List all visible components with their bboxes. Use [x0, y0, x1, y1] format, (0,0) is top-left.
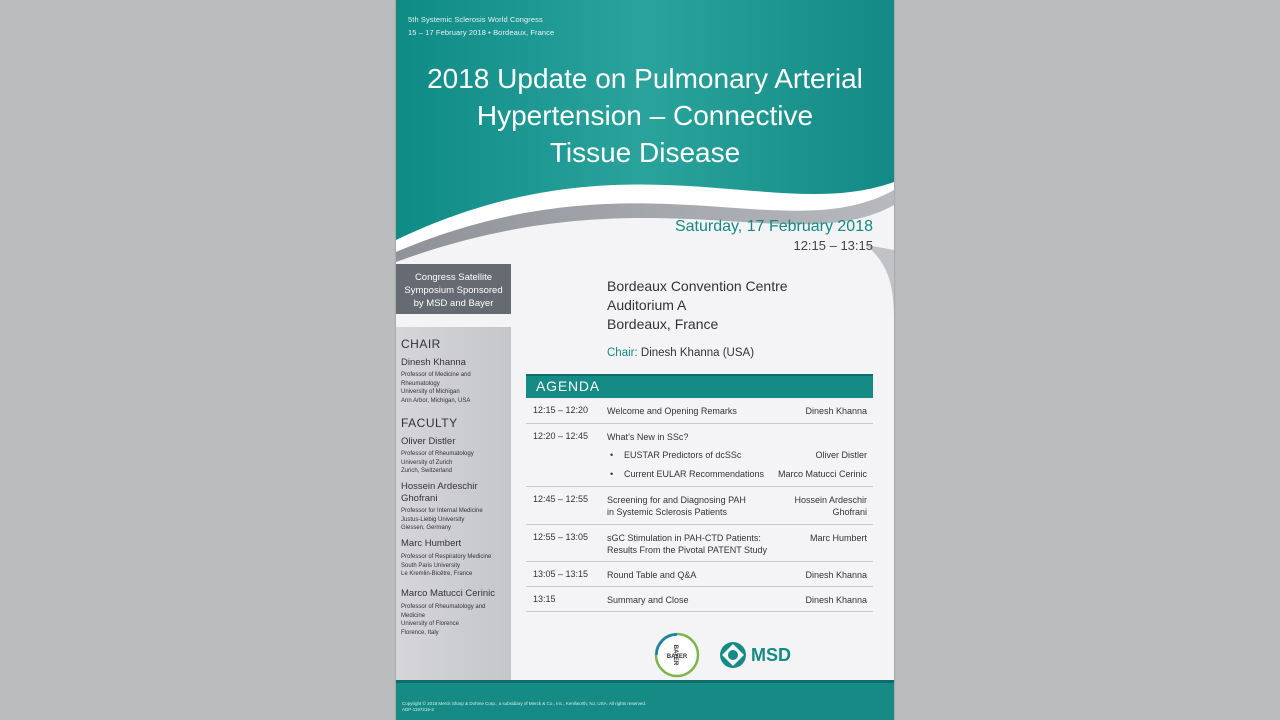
- title-line: Hypertension – Connective: [476, 100, 814, 131]
- agenda-row: [526, 587, 873, 612]
- agenda-topic: sGC Stimulation in PAH-CTD Patients: Results From the Pivotal PATENT Study: [607, 533, 768, 555]
- agenda-time: 13:05 – 13:15: [533, 569, 589, 579]
- faculty-name: Hossein Ardeschir Ghofrani: [401, 481, 478, 504]
- affiliation-line: Professor of Rheumatology: [401, 451, 474, 457]
- msd-logo-icon: [718, 640, 748, 670]
- msd-logo-text: MSD: [751, 645, 791, 665]
- page-title: [396, 60, 894, 171]
- affiliation-line: Medicine: [401, 612, 426, 619]
- agenda-subtopic: EUSTAR Predictors of dcSSc: [624, 450, 742, 460]
- bullet-icon: •: [610, 450, 614, 460]
- bullet-icon: •: [610, 469, 614, 479]
- agenda-topic: Summary and Close: [607, 595, 689, 605]
- affiliation-line: Justus-Liebig University: [401, 516, 465, 523]
- agenda-topic: What’s New in SSc?: [607, 432, 689, 442]
- bayer-logo-icon: [654, 632, 700, 678]
- agenda-subitem: [610, 469, 764, 479]
- sponsor-line: Congress Satellite: [414, 272, 493, 283]
- chair-name: Dinesh Khanna: [401, 357, 466, 368]
- congress-name: 5th Systemic Sclerosis World Congress: [408, 15, 543, 24]
- sponsor-line: by MSD and Bayer: [413, 298, 494, 309]
- svg-text:BAYER: BAYER: [672, 644, 678, 666]
- affiliation-line: Giessen, Germany: [401, 525, 452, 532]
- faculty-name: Marc Humbert: [401, 538, 462, 549]
- agenda-row: [526, 487, 873, 525]
- svg-text:BAYER: BAYER: [666, 654, 688, 660]
- affiliation-line: Professor of Rheumatology and: [401, 604, 486, 610]
- affiliation-line: Rheumatology: [401, 380, 440, 387]
- footer: [396, 680, 894, 720]
- event-time: 12:15 – 13:15: [793, 238, 873, 253]
- footer-divider: [396, 680, 894, 683]
- agenda-row: [526, 525, 873, 562]
- faculty-name: Oliver Distler: [401, 436, 456, 447]
- symposium-poster: [396, 0, 894, 720]
- footer-copyright: Copyright © 2018 Merck Sharp & Dohme Corp., a subsidiary of Merck & Co., Inc., Kenilworth, NJ, USA. All rights reserved.: [402, 701, 647, 706]
- agenda-time: 12:55 – 13:05: [533, 532, 589, 542]
- agenda-row: [526, 398, 873, 424]
- agenda-time: 13:15: [533, 594, 556, 604]
- event-date: Saturday, 17 February 2018: [674, 218, 873, 235]
- chair-label: Chair:: [607, 347, 638, 359]
- agenda-time: 12:45 – 12:55: [533, 494, 589, 504]
- agenda-speaker: Dinesh Khanna: [805, 406, 867, 416]
- agenda-speaker: Hossein Ardeschir Ghofrani: [794, 495, 867, 517]
- affiliation-line: Professor of Medicine and: [401, 372, 471, 378]
- chair-heading: CHAIR: [401, 337, 441, 351]
- faculty-heading: FACULTY: [401, 416, 458, 430]
- faculty-name: Marco Matucci Cerinic: [401, 588, 495, 599]
- faculty-affiliation: [401, 553, 511, 579]
- faculty-affiliation: [401, 507, 511, 533]
- agenda-table: [526, 398, 873, 612]
- affiliation-line: University of Florence: [401, 621, 460, 628]
- affiliation-line: Professor for Internal Medicine: [401, 508, 483, 514]
- faculty-affiliation: [401, 450, 511, 476]
- agenda-topic: Screening for and Diagnosing PAH in Systemic Sclerosis Patients: [607, 495, 746, 517]
- agenda-speaker: Marc Humbert: [809, 533, 867, 543]
- agenda-header: [526, 374, 873, 398]
- title-line: 2018 Update on Pulmonary Arterial: [427, 63, 863, 94]
- title-line: Tissue Disease: [549, 137, 741, 168]
- affiliation-line: University of Michigan: [401, 389, 460, 396]
- agenda-subtopic: Current EULAR Recommendations: [624, 469, 765, 479]
- faculty-affiliation: [401, 603, 511, 637]
- agenda-subitem: [610, 450, 741, 460]
- agenda-speaker: Dinesh Khanna: [805, 570, 867, 580]
- affiliation-line: Ann Arbor, Michigan, USA: [401, 397, 471, 404]
- agenda-subspeaker: Oliver Distler: [815, 450, 867, 460]
- footer-code: ADP-1197219-2: [402, 707, 434, 712]
- agenda-title: AGENDA: [536, 378, 600, 394]
- sponsor-line: Symposium Sponsored: [404, 285, 503, 296]
- agenda-time: 12:15 – 12:20: [533, 405, 589, 415]
- affiliation-line: Florence, Italy: [401, 629, 439, 636]
- congress-date-location: 15 – 17 February 2018 • Bordeaux, France: [408, 28, 555, 37]
- chair-affiliation: [401, 371, 511, 405]
- venue-line: Auditorium A: [607, 297, 687, 313]
- agenda-topic: Round Table and Q&A: [607, 570, 697, 580]
- agenda-topic: Welcome and Opening Remarks: [607, 406, 737, 416]
- venue-line: Bordeaux Convention Centre: [607, 278, 788, 294]
- affiliation-line: Professor of Respiratory Medicine: [401, 554, 492, 560]
- affiliation-line: University of Zurich: [401, 459, 453, 466]
- venue-line: Bordeaux, France: [607, 316, 719, 332]
- chair-value: Dinesh Khanna (USA): [640, 347, 755, 359]
- affiliation-line: South Paris University: [401, 562, 461, 569]
- chair-line: [607, 347, 754, 359]
- agenda-time: 12:20 – 12:45: [533, 431, 589, 441]
- agenda-subspeaker: Marco Matucci Cerinic: [777, 469, 867, 479]
- agenda-row: [526, 424, 873, 487]
- agenda-speaker: Dinesh Khanna: [805, 595, 867, 605]
- faculty-sidebar: [396, 327, 511, 680]
- sponsor-box: [396, 264, 511, 314]
- affiliation-line: Zurich, Switzerland: [401, 468, 453, 475]
- agenda-row: [526, 562, 873, 587]
- affiliation-line: Le Kremlin-Bicêtre, France: [401, 571, 473, 578]
